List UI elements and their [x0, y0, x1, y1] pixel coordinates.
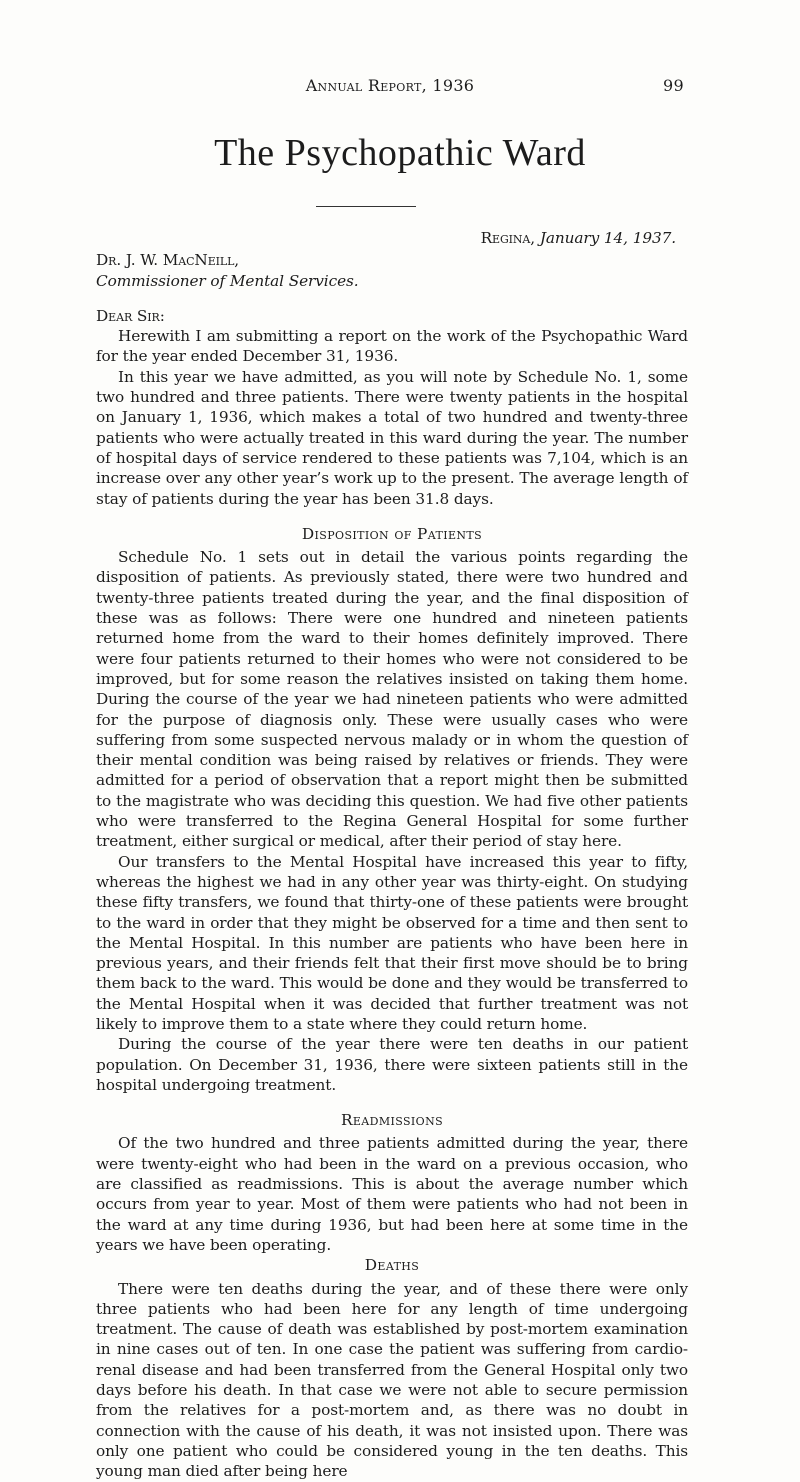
salutation: Dear Sir: — [96, 306, 165, 325]
page-number: 99 — [663, 76, 684, 95]
addressee-title: Commissioner of Mental Services. — [96, 271, 359, 290]
section-paragraph: Schedule No. 1 sets out in detail the various points regarding the disposition of patients. As previously stated, there were two hundred and twenty-three patients treated during the year, and the final disposition of these was as follows: There were one hundred and nineteen patients returned home from the ward to their homes definitely improved. There were four patients returned to their homes who were not considered to be improved, but for some reason the relatives insisted on taking them home. During the course of the year we had nineteen patients who were admitted for the purpose of diagnosis only. These were usually cases who were suffering from some suspected nervous malady or in whom the question of their mental condition was being raised by relatives or friends. They were admitted for a period of observation that a report might then be submitted to the magistrate who was deciding this question. We had five other patients who were transferred to the Regina General Hospital for some further treatment, either surgical or medical, after their period of stay here. — [96, 548, 688, 851]
section-paragraph: Our transfers to the Mental Hospital have increased this year to fifty, whereas the highest we had in any other year was thirty-eight. On studying these fifty transfers, we found that thirty-one of these patients were brought to the ward in order that they might be observed for a time and then sent to the Mental Hospital. In this number are patients who have been here in previous years, and their friends felt that their first move should be to bring them back to the ward. This would be done and they would be transferred to the Mental Hospital when it was decided that further treatment was not likely to improve them to a state where they could return home. — [96, 852, 688, 1033]
section-heading-readmissions: Readmissions — [340, 1111, 444, 1130]
section-heading-disposition: Disposition of Patients — [301, 524, 483, 543]
dateline — [96, 228, 688, 248]
page-title: The Psychopathic Ward — [214, 132, 586, 174]
section-paragraph: Of the two hundred and three patients admitted during the year, there were twenty-eight who had been in the ward on a previous occasion, who are classified as readmissions. This is about the average number which occurs from year to year. Most of them were patients who had not been in the ward at any time during 1936, but had been here at some time in the years we have been operating. — [96, 1134, 688, 1254]
section-heading-deaths: Deaths — [364, 1256, 420, 1275]
addressee-name: Dr. J. W. MacNeill, — [96, 251, 240, 270]
section-paragraph: During the course of the year there were ten deaths in our patient population. On December 31, 1936, there were sixteen patients still in the hospital undergoing treatment. — [96, 1035, 688, 1094]
letter-body — [96, 228, 688, 1482]
intro-paragraph: In this year we have admitted, as you will note by Schedule No. 1, some two hundred and three patients. There were twenty patients in the hospital on January 1, 1936, which makes a total of two hundred and twenty-three patients who were actually treated in this ward during the year. The number of hospital days of service rendered to these patients was 7,104, which is an increase over any other year’s work up to the present. The average length of stay of patients during the year has been 31.8 days. — [96, 367, 688, 508]
intro-paragraph: Herewith I am submitting a report on the work of the Psychopathic Ward for the year ended December 31, 1936. — [96, 327, 688, 366]
running-head — [96, 76, 684, 95]
dateline-place: Regina, — [480, 229, 536, 247]
title-divider — [316, 206, 416, 207]
dateline-date: January 14, 1937. — [539, 229, 676, 247]
running-head-title: Annual Report, 1936 — [305, 76, 475, 95]
section-paragraph: There were ten deaths during the year, and of these there were only three patients who had been here for any length of time undergoing treatment. The cause of death was established by post-mortem examination in nine cases out of ten. In one case the patient was suffering from cardio-renal disease and had been transferred from the General Hospital only two days before his death. In that case we were not able to secure permission from the relatives for a post-mortem and, as there was no doubt in connection with the cause of his death, it was not insisted upon. There was only one patient who could be considered young in the ten deaths. This young man died after being here — [96, 1279, 688, 1481]
